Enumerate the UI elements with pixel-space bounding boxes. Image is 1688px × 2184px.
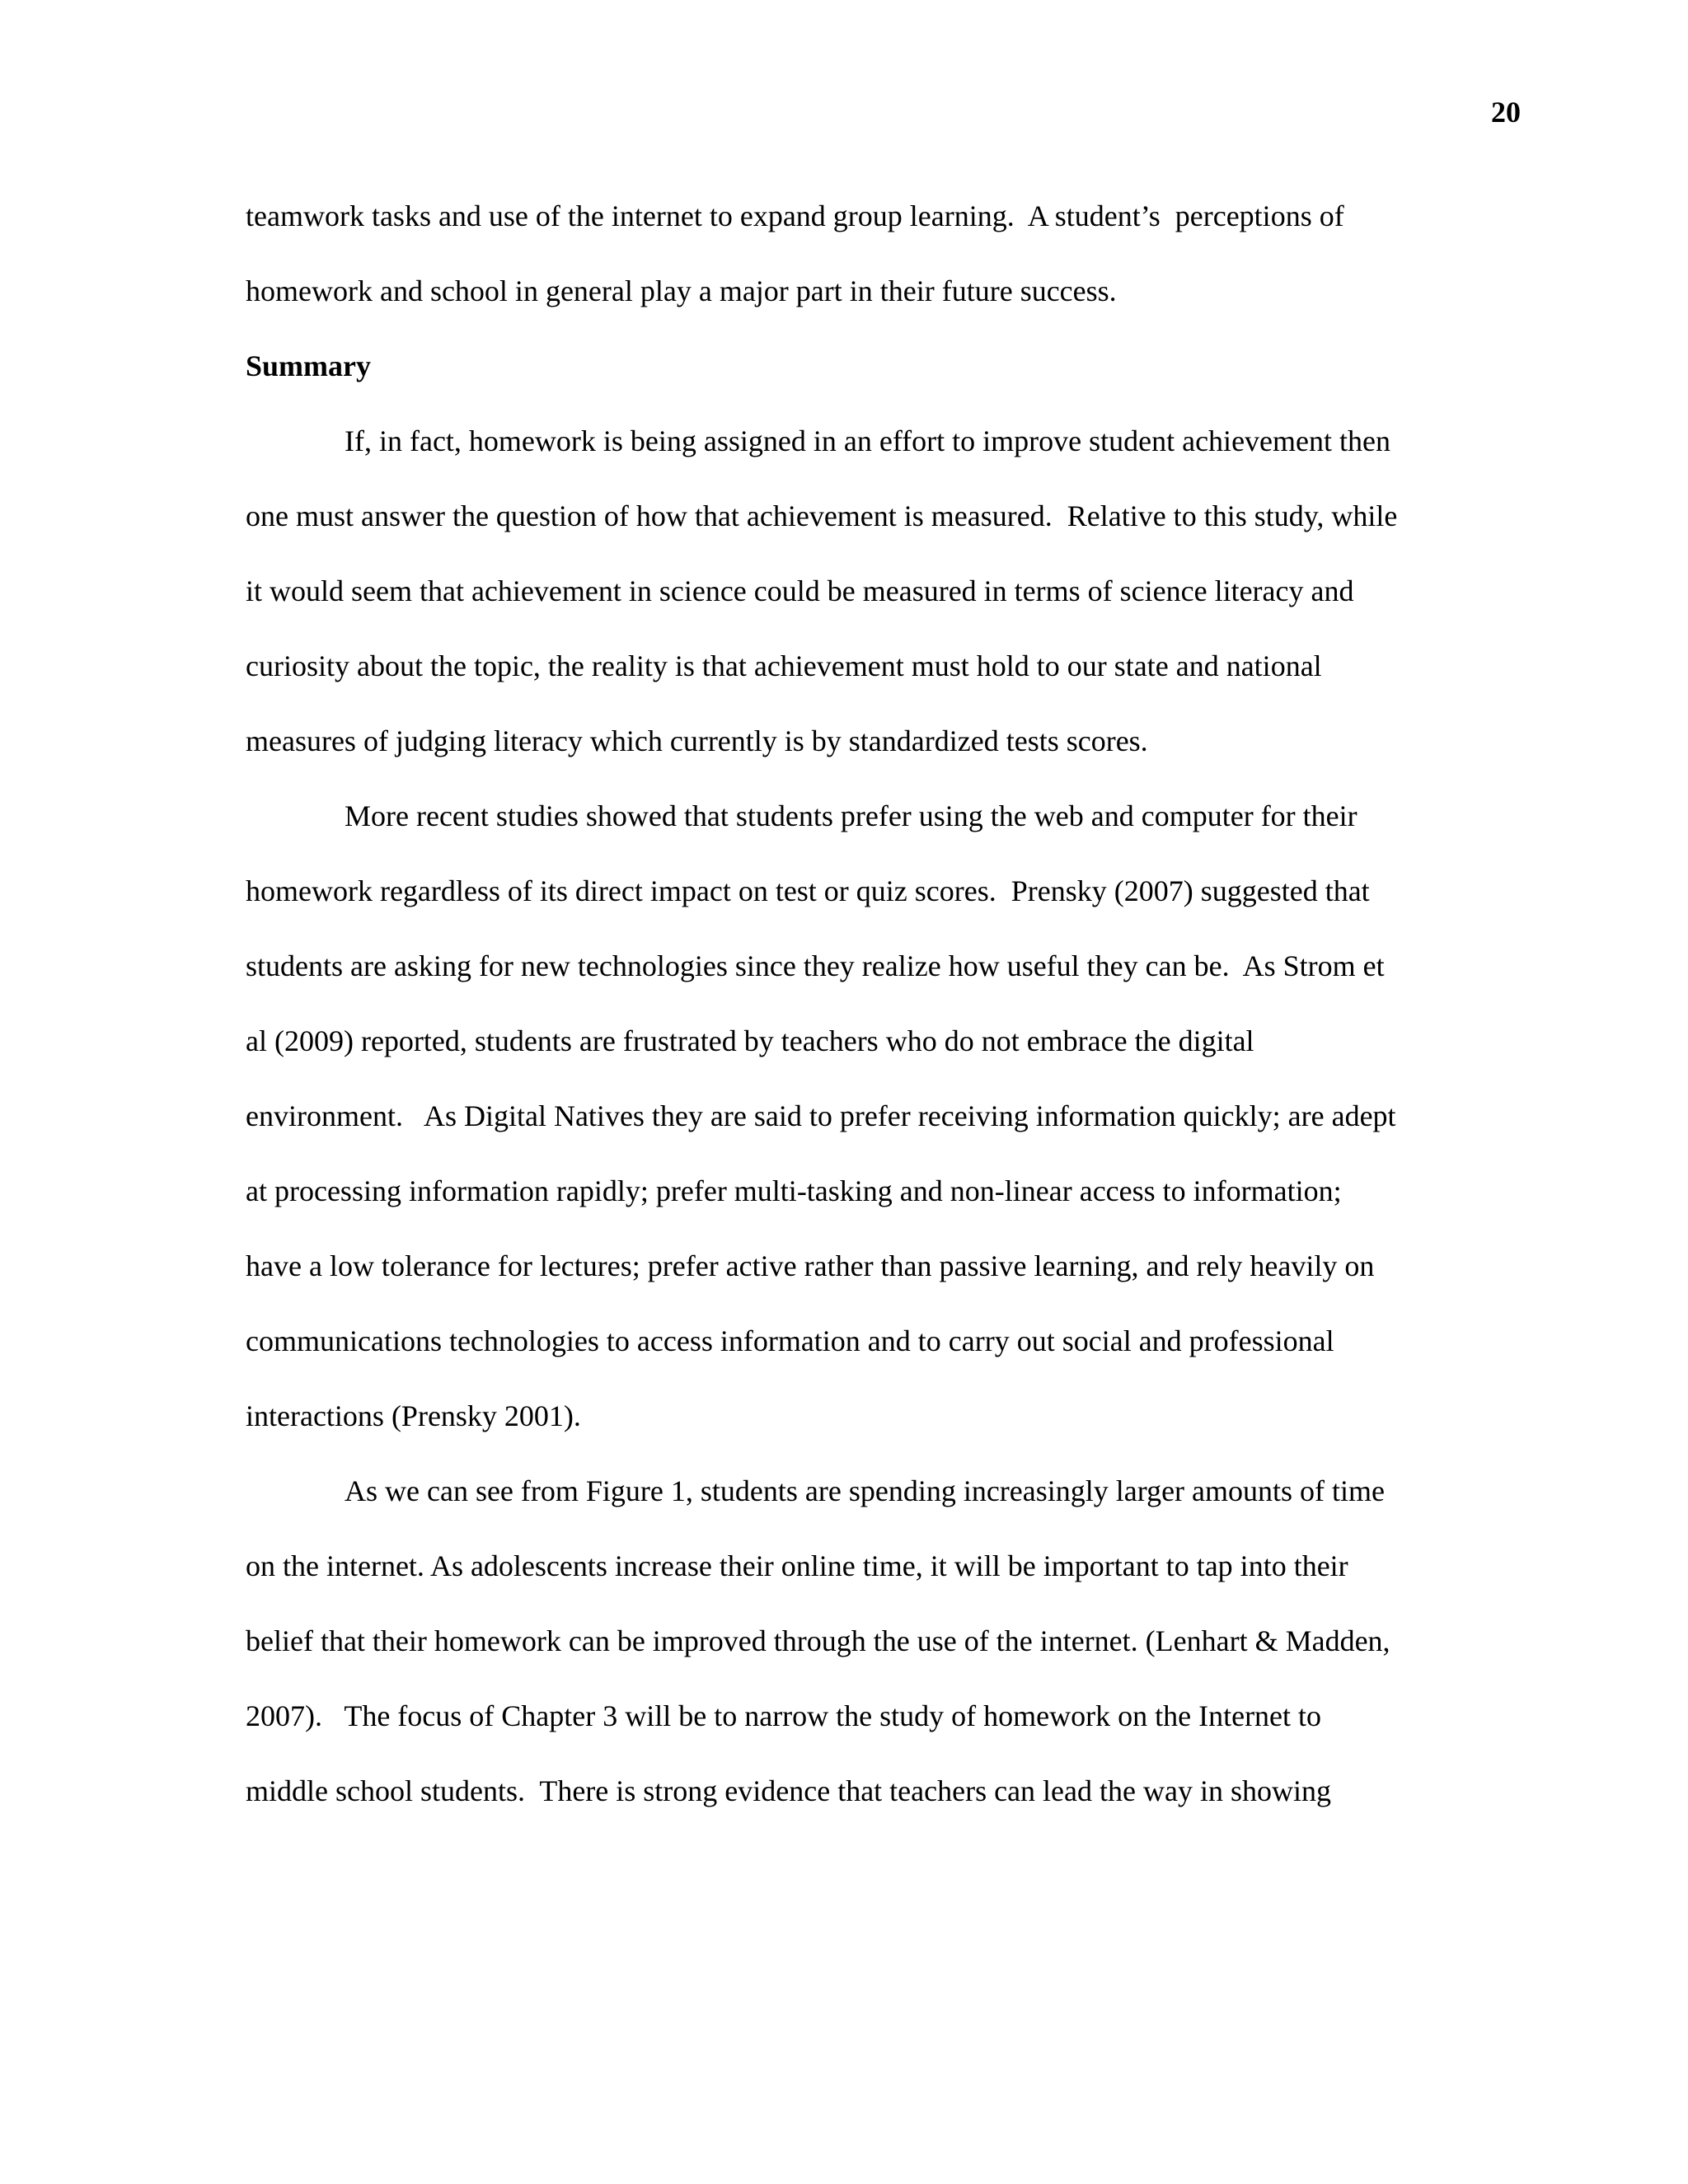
text-line: it would seem that achievement in science could be measured in terms of science literacy and xyxy=(246,574,1354,607)
text-line: al (2009) reported, students are frustrated by teachers who do not embrace the digital xyxy=(246,1024,1254,1057)
text-line: middle school students. There is strong evidence that teachers can lead the way in showing xyxy=(246,1774,1331,1807)
text-line: 2007). The focus of Chapter 3 will be to narrow the study of homework on the Internet to xyxy=(246,1699,1322,1732)
page-number: 20 xyxy=(1491,96,1521,129)
text-line: More recent studies showed that students prefer using the web and computer for their xyxy=(345,799,1357,832)
text-line: As we can see from Figure 1, students are spending increasingly larger amounts of time xyxy=(345,1474,1386,1507)
text-line: at processing information rapidly; prefer multi-tasking and non-linear access to information; xyxy=(246,1174,1342,1207)
text-line: If, in fact, homework is being assigned in an effort to improve student achievement then xyxy=(345,424,1390,457)
text-line: interactions (Prensky 2001). xyxy=(246,1399,581,1432)
text-line: measures of judging literacy which currently is by standardized tests scores. xyxy=(246,724,1148,757)
text-line: belief that their homework can be improved through the use of the internet. (Lenhart & Madden, xyxy=(246,1624,1390,1657)
text-line: students are asking for new technologies since they realize how useful they can be. As Strom et xyxy=(246,949,1385,982)
section-heading: Summary xyxy=(246,349,371,382)
text-line: one must answer the question of how that achievement is measured. Relative to this study, while xyxy=(246,499,1398,532)
body-text xyxy=(246,190,1515,1840)
text-line: homework and school in general play a major part in their future success. xyxy=(246,274,1117,307)
text-line: communications technologies to access information and to carry out social and professional xyxy=(246,1324,1334,1357)
text-line: homework regardless of its direct impact on test or quiz scores. Prensky (2007) suggested that xyxy=(246,874,1370,907)
text-line: have a low tolerance for lectures; prefer active rather than passive learning, and rely heavily on xyxy=(246,1249,1375,1282)
text-line: curiosity about the topic, the reality is that achievement must hold to our state and national xyxy=(246,649,1322,682)
text-line: environment. As Digital Natives they are said to prefer receiving information quickly; are adept xyxy=(246,1099,1396,1132)
text-line: on the internet. As adolescents increase their online time, it will be important to tap into their xyxy=(246,1549,1348,1582)
text-line: teamwork tasks and use of the internet to expand group learning. A student’s perceptions of xyxy=(246,199,1344,232)
